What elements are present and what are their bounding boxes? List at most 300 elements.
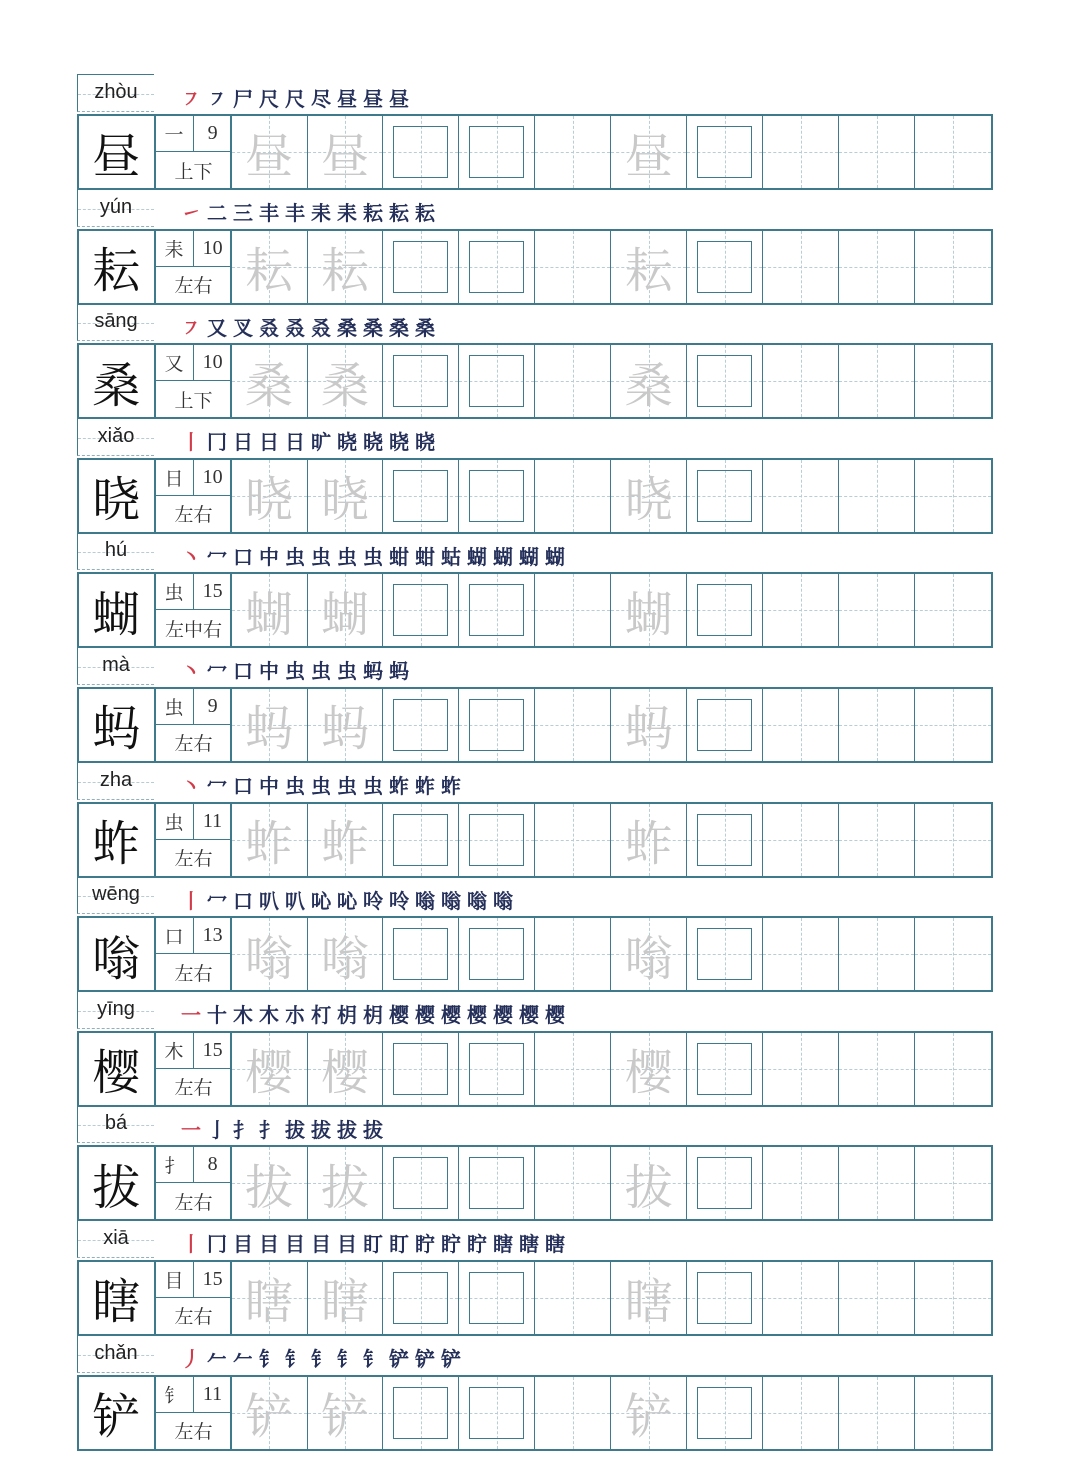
practice-cell[interactable]	[915, 460, 991, 532]
practice-cell[interactable]	[611, 1033, 687, 1105]
practice-cell[interactable]	[687, 1147, 763, 1219]
practice-cell[interactable]	[535, 918, 611, 990]
stroke-order-sequence	[181, 197, 435, 227]
practice-cell[interactable]	[687, 116, 763, 188]
practice-cell[interactable]	[308, 345, 384, 417]
writing-grid	[77, 229, 993, 305]
practice-cell[interactable]	[535, 1033, 611, 1105]
inner-square	[697, 1272, 752, 1324]
practice-cell[interactable]	[687, 804, 763, 876]
stroke-step: 尺	[285, 86, 305, 111]
trace-character: 耘	[320, 243, 369, 300]
practice-cell[interactable]	[383, 116, 459, 188]
writing-grid	[77, 1375, 993, 1451]
stroke-step: 盯	[389, 1232, 409, 1257]
practice-cell[interactable]	[687, 231, 763, 303]
model-character: 樱	[79, 1033, 156, 1105]
practice-cell[interactable]	[611, 460, 687, 532]
stroke-step: 虫	[285, 544, 305, 569]
stroke-step: 钅	[285, 1347, 305, 1372]
inner-square	[469, 1043, 524, 1095]
practice-cell[interactable]	[611, 804, 687, 876]
writing-grid	[77, 458, 993, 534]
stroke-step: 耒	[337, 201, 357, 226]
practice-cell[interactable]	[232, 1033, 308, 1105]
stroke-step: 虫	[311, 659, 331, 684]
practice-cell[interactable]	[611, 345, 687, 417]
practice-cell[interactable]	[915, 231, 991, 303]
stroke-step: 𠂉	[207, 1347, 227, 1372]
practice-cell[interactable]	[839, 574, 915, 646]
inner-square	[469, 126, 524, 178]
pinyin-label: xiǎo	[97, 424, 135, 447]
practice-cell[interactable]	[535, 460, 611, 532]
practice-cell[interactable]	[763, 918, 839, 990]
practice-cell[interactable]	[839, 345, 915, 417]
stroke-step: 虫	[337, 659, 357, 684]
practice-cell[interactable]	[459, 460, 535, 532]
practice-cell[interactable]	[459, 231, 535, 303]
stroke-step: 叒	[259, 315, 279, 340]
stroke-step: 叉	[233, 315, 253, 340]
stroke-step: 钅	[259, 1347, 279, 1372]
stroke-step: 冖	[207, 659, 227, 684]
stroke-step: 昼	[337, 86, 357, 111]
practice-cell[interactable]	[308, 1377, 384, 1449]
trace-character: 桑	[624, 357, 673, 414]
practice-cell[interactable]	[839, 689, 915, 761]
practice-sheet	[77, 74, 993, 1449]
structure-label: 左右	[174, 962, 213, 985]
inner-square	[393, 814, 448, 866]
trace-character: 昼	[245, 128, 294, 185]
practice-cell[interactable]	[763, 345, 839, 417]
writing-grid	[77, 1260, 993, 1336]
practice-cell[interactable]	[915, 1262, 991, 1334]
inner-square	[697, 355, 752, 407]
stroke-step: 木	[233, 1003, 253, 1028]
practice-cell[interactable]	[535, 231, 611, 303]
stroke-order-sequence	[181, 770, 461, 800]
practice-cell[interactable]	[763, 689, 839, 761]
stroke-step: 朾	[311, 1003, 331, 1028]
stroke-step: 拔	[285, 1117, 305, 1142]
practice-cell[interactable]	[839, 918, 915, 990]
stroke-step: 丰	[285, 201, 305, 226]
stroke-count: 10	[194, 231, 232, 267]
practice-cell[interactable]	[383, 460, 459, 532]
practice-cell[interactable]	[308, 918, 384, 990]
stroke-step: ㇇	[181, 86, 201, 111]
stroke-step: 丶	[181, 659, 201, 684]
stroke-step: 虫	[363, 544, 383, 569]
trace-character: 嗡	[320, 930, 369, 987]
pinyin-label: mà	[102, 653, 130, 676]
practice-cell[interactable]	[915, 1377, 991, 1449]
structure-label: 左右	[174, 1191, 213, 1214]
practice-cell[interactable]	[687, 689, 763, 761]
practice-cell[interactable]	[611, 689, 687, 761]
structure-label: 左右	[174, 1306, 213, 1329]
stroke-step: 冖	[207, 888, 227, 913]
stroke-step: 冂	[207, 430, 227, 455]
stroke-step: 嗡	[441, 888, 461, 913]
stroke-count: 10	[194, 345, 232, 381]
practice-cell[interactable]	[232, 689, 308, 761]
stroke-step: 目	[311, 1232, 331, 1257]
inner-square	[469, 1272, 524, 1324]
practice-cell[interactable]	[459, 1377, 535, 1449]
stroke-step: 呤	[389, 888, 409, 913]
stroke-step: 樱	[389, 1003, 409, 1028]
stroke-order-sequence	[181, 82, 409, 112]
practice-cell[interactable]	[535, 804, 611, 876]
stroke-count: 10	[194, 460, 232, 496]
stroke-step: 眝	[441, 1232, 461, 1257]
practice-cell[interactable]	[915, 116, 991, 188]
stroke-step: 枂	[337, 1003, 357, 1028]
practice-cell[interactable]	[839, 1147, 915, 1219]
practice-cell[interactable]	[232, 116, 308, 188]
practice-cell[interactable]	[308, 460, 384, 532]
stroke-step: 眝	[415, 1232, 435, 1257]
practice-cell[interactable]	[687, 345, 763, 417]
stroke-step: 日	[259, 430, 279, 455]
stroke-step: 樱	[519, 1003, 539, 1028]
practice-cell[interactable]	[687, 918, 763, 990]
stroke-step: 蝴	[519, 544, 539, 569]
trace-character: 瞎	[245, 1274, 294, 1331]
stroke-step: 蚂	[389, 659, 409, 684]
practice-cell[interactable]	[232, 231, 308, 303]
stroke-step: 又	[207, 315, 227, 340]
pinyin-box	[77, 762, 154, 800]
pinyin-box	[77, 418, 154, 456]
pinyin-label: bá	[104, 1112, 128, 1135]
radical-label: 虫	[156, 574, 194, 610]
stroke-count: 13	[194, 918, 232, 954]
stroke-step: 吣	[337, 888, 357, 913]
stroke-step: 樱	[493, 1003, 513, 1028]
practice-cell[interactable]	[232, 918, 308, 990]
practice-cell[interactable]	[763, 574, 839, 646]
practice-cell[interactable]	[839, 231, 915, 303]
character-row	[77, 762, 993, 877]
practice-cell[interactable]	[232, 1377, 308, 1449]
practice-cell[interactable]	[535, 1377, 611, 1449]
inner-square	[393, 928, 448, 980]
practice-cell[interactable]	[839, 460, 915, 532]
practice-cell[interactable]	[232, 345, 308, 417]
character-info	[156, 1262, 232, 1334]
pinyin-box	[77, 74, 154, 112]
stroke-step: 拔	[363, 1117, 383, 1142]
practice-cell[interactable]	[383, 1262, 459, 1334]
practice-cell[interactable]	[232, 574, 308, 646]
stroke-step: 樱	[415, 1003, 435, 1028]
practice-cell[interactable]	[839, 116, 915, 188]
practice-cell[interactable]	[763, 804, 839, 876]
practice-cell[interactable]	[611, 116, 687, 188]
practice-cell[interactable]	[308, 689, 384, 761]
stroke-step: 目	[233, 1232, 253, 1257]
writing-grid	[77, 916, 993, 992]
trace-character: 樱	[624, 1045, 673, 1102]
stroke-step: 尸	[233, 86, 253, 111]
practice-cell[interactable]	[611, 1147, 687, 1219]
trace-character: 拔	[624, 1159, 673, 1216]
stroke-step: 目	[337, 1232, 357, 1257]
character-info	[156, 1033, 232, 1105]
stroke-step: 丨	[181, 430, 201, 455]
character-row	[77, 1105, 993, 1220]
practice-cell[interactable]	[611, 231, 687, 303]
stroke-step: 朩	[285, 1003, 305, 1028]
stroke-count: 9	[194, 689, 232, 725]
trace-character: 蚱	[320, 816, 369, 873]
writing-grid	[77, 114, 993, 190]
character-row	[77, 1335, 993, 1450]
inner-square	[469, 814, 524, 866]
practice-cell[interactable]	[535, 345, 611, 417]
stroke-step: 叭	[259, 888, 279, 913]
practice-cell[interactable]	[687, 1033, 763, 1105]
practice-cell[interactable]	[687, 460, 763, 532]
pinyin-label: xiā	[103, 1226, 129, 1249]
practice-cell[interactable]	[611, 918, 687, 990]
model-character: 铲	[79, 1377, 156, 1449]
practice-cell[interactable]	[763, 231, 839, 303]
inner-square	[393, 699, 448, 751]
stroke-step: 瞎	[493, 1232, 513, 1257]
practice-cell[interactable]	[308, 116, 384, 188]
pinyin-box	[77, 647, 154, 685]
pinyin-box	[77, 1220, 154, 1258]
practice-cell[interactable]	[459, 918, 535, 990]
character-row	[77, 647, 993, 762]
trace-character: 樱	[245, 1045, 294, 1102]
practice-cell[interactable]	[535, 689, 611, 761]
practice-cell[interactable]	[687, 1377, 763, 1449]
stroke-step: 铲	[415, 1347, 435, 1372]
practice-cell[interactable]	[915, 1033, 991, 1105]
practice-cell[interactable]	[611, 574, 687, 646]
stroke-step: 尺	[259, 86, 279, 111]
character-info	[156, 345, 232, 417]
practice-cell[interactable]	[383, 804, 459, 876]
practice-cell[interactable]	[687, 1262, 763, 1334]
stroke-step: 樱	[441, 1003, 461, 1028]
practice-cell[interactable]	[232, 460, 308, 532]
writing-grid	[77, 343, 993, 419]
stroke-step: 丿	[181, 1347, 201, 1372]
writing-grid	[77, 687, 993, 763]
stroke-step: 一	[181, 1117, 201, 1142]
stroke-step: 铲	[441, 1347, 461, 1372]
practice-cell[interactable]	[915, 1147, 991, 1219]
practice-cell[interactable]	[383, 574, 459, 646]
inner-square	[393, 241, 448, 293]
pinyin-box	[77, 991, 154, 1029]
stroke-order-sequence	[181, 540, 565, 570]
stroke-step: 蛄	[441, 544, 461, 569]
trace-character: 拔	[320, 1159, 369, 1216]
practice-cell[interactable]	[308, 1147, 384, 1219]
radical-label: 口	[156, 918, 194, 954]
stroke-step: 眝	[467, 1232, 487, 1257]
structure-label: 上下	[174, 160, 213, 183]
radical-label: 木	[156, 1033, 194, 1069]
stroke-step: 桑	[389, 315, 409, 340]
inner-square	[697, 126, 752, 178]
practice-cell[interactable]	[459, 345, 535, 417]
writing-grid	[77, 1145, 993, 1221]
practice-cell[interactable]	[308, 574, 384, 646]
practice-cell[interactable]	[383, 1033, 459, 1105]
inner-square	[697, 1387, 752, 1439]
pinyin-label: wēng	[92, 883, 140, 906]
practice-cell[interactable]	[232, 1147, 308, 1219]
inner-square	[697, 584, 752, 636]
stroke-order-sequence	[181, 1228, 565, 1258]
stroke-step: 蚱	[415, 774, 435, 799]
radical-label: 一	[156, 116, 194, 152]
practice-cell[interactable]	[232, 804, 308, 876]
stroke-step: 虫	[337, 544, 357, 569]
stroke-count: 9	[194, 116, 232, 152]
practice-cell[interactable]	[308, 1262, 384, 1334]
practice-cell[interactable]	[611, 1377, 687, 1449]
stroke-step: 丶	[181, 544, 201, 569]
trace-character: 铲	[624, 1389, 673, 1446]
practice-cell[interactable]	[383, 918, 459, 990]
trace-character: 蝴	[624, 586, 673, 643]
stroke-step: 虫	[363, 774, 383, 799]
practice-cell[interactable]	[839, 1033, 915, 1105]
stroke-step: 冂	[207, 1232, 227, 1257]
practice-cell[interactable]	[535, 1262, 611, 1334]
stroke-step: 桑	[415, 315, 435, 340]
stroke-step: 嗡	[467, 888, 487, 913]
stroke-step: 蝴	[545, 544, 565, 569]
inner-square	[697, 470, 752, 522]
practice-cell[interactable]	[687, 574, 763, 646]
inner-square	[469, 928, 524, 980]
pinyin-box	[77, 303, 154, 341]
character-info	[156, 689, 232, 761]
practice-cell[interactable]	[459, 1147, 535, 1219]
practice-cell[interactable]	[459, 689, 535, 761]
writing-grid	[77, 1031, 993, 1107]
stroke-step: 口	[233, 659, 253, 684]
practice-cell[interactable]	[459, 1033, 535, 1105]
trace-character: 拔	[245, 1159, 294, 1216]
practice-cell[interactable]	[763, 1147, 839, 1219]
practice-cell[interactable]	[459, 116, 535, 188]
stroke-step: 樱	[467, 1003, 487, 1028]
practice-cell[interactable]	[535, 116, 611, 188]
practice-cell[interactable]	[459, 574, 535, 646]
practice-cell[interactable]	[839, 1377, 915, 1449]
character-info	[156, 116, 232, 188]
practice-cell[interactable]	[915, 345, 991, 417]
practice-cell[interactable]	[839, 804, 915, 876]
practice-cell[interactable]	[915, 689, 991, 761]
practice-cell[interactable]	[232, 1262, 308, 1334]
practice-cell[interactable]	[763, 1262, 839, 1334]
stroke-step: 虫	[285, 774, 305, 799]
trace-character: 蝴	[245, 586, 294, 643]
practice-cell[interactable]	[915, 918, 991, 990]
practice-cell[interactable]	[459, 804, 535, 876]
model-character: 桑	[79, 345, 156, 417]
practice-cell[interactable]	[383, 1377, 459, 1449]
stroke-step: 冖	[207, 544, 227, 569]
stroke-order-sequence	[181, 999, 565, 1029]
radical-label: 日	[156, 460, 194, 496]
radical-label: 扌	[156, 1147, 194, 1183]
practice-cell[interactable]	[383, 231, 459, 303]
practice-cell[interactable]	[763, 1377, 839, 1449]
practice-cell[interactable]	[915, 804, 991, 876]
trace-character: 嗡	[624, 930, 673, 987]
stroke-step: 旷	[311, 430, 331, 455]
stroke-step: 拔	[337, 1117, 357, 1142]
practice-cell[interactable]	[308, 231, 384, 303]
practice-cell[interactable]	[839, 1262, 915, 1334]
stroke-step: 丨	[181, 1232, 201, 1257]
stroke-step: 呤	[363, 888, 383, 913]
practice-cell[interactable]	[459, 1262, 535, 1334]
practice-cell[interactable]	[383, 689, 459, 761]
stroke-step: 蝴	[467, 544, 487, 569]
radical-label: 钅	[156, 1377, 194, 1413]
character-info	[156, 1377, 232, 1449]
practice-cell[interactable]	[915, 574, 991, 646]
practice-cell[interactable]	[308, 804, 384, 876]
pinyin-label: yún	[99, 195, 133, 218]
character-row	[77, 418, 993, 533]
stroke-count: 11	[194, 804, 232, 840]
pinyin-label: yīng	[97, 997, 135, 1020]
radical-label: 目	[156, 1262, 194, 1298]
practice-cell[interactable]	[383, 1147, 459, 1219]
practice-cell[interactable]	[535, 1147, 611, 1219]
practice-cell[interactable]	[763, 460, 839, 532]
practice-cell[interactable]	[383, 345, 459, 417]
trace-character: 蚂	[245, 701, 294, 758]
practice-cell[interactable]	[763, 1033, 839, 1105]
practice-cell[interactable]	[611, 1262, 687, 1334]
practice-cell[interactable]	[763, 116, 839, 188]
character-info	[156, 574, 232, 646]
stroke-step: 蚶	[415, 544, 435, 569]
pinyin-label: zha	[99, 768, 133, 791]
pinyin-box	[77, 189, 154, 227]
stroke-step: 耘	[415, 201, 435, 226]
trace-character: 蝴	[320, 586, 369, 643]
stroke-step: 拔	[311, 1117, 331, 1142]
stroke-count: 15	[194, 574, 232, 610]
trace-character: 瞎	[320, 1274, 369, 1331]
practice-cell[interactable]	[308, 1033, 384, 1105]
practice-cell[interactable]	[535, 574, 611, 646]
trace-character: 铲	[320, 1389, 369, 1446]
structure-label: 左右	[174, 1077, 213, 1100]
stroke-step: 目	[285, 1232, 305, 1257]
stroke-step: 三	[233, 201, 253, 226]
radical-label: 耒	[156, 231, 194, 267]
